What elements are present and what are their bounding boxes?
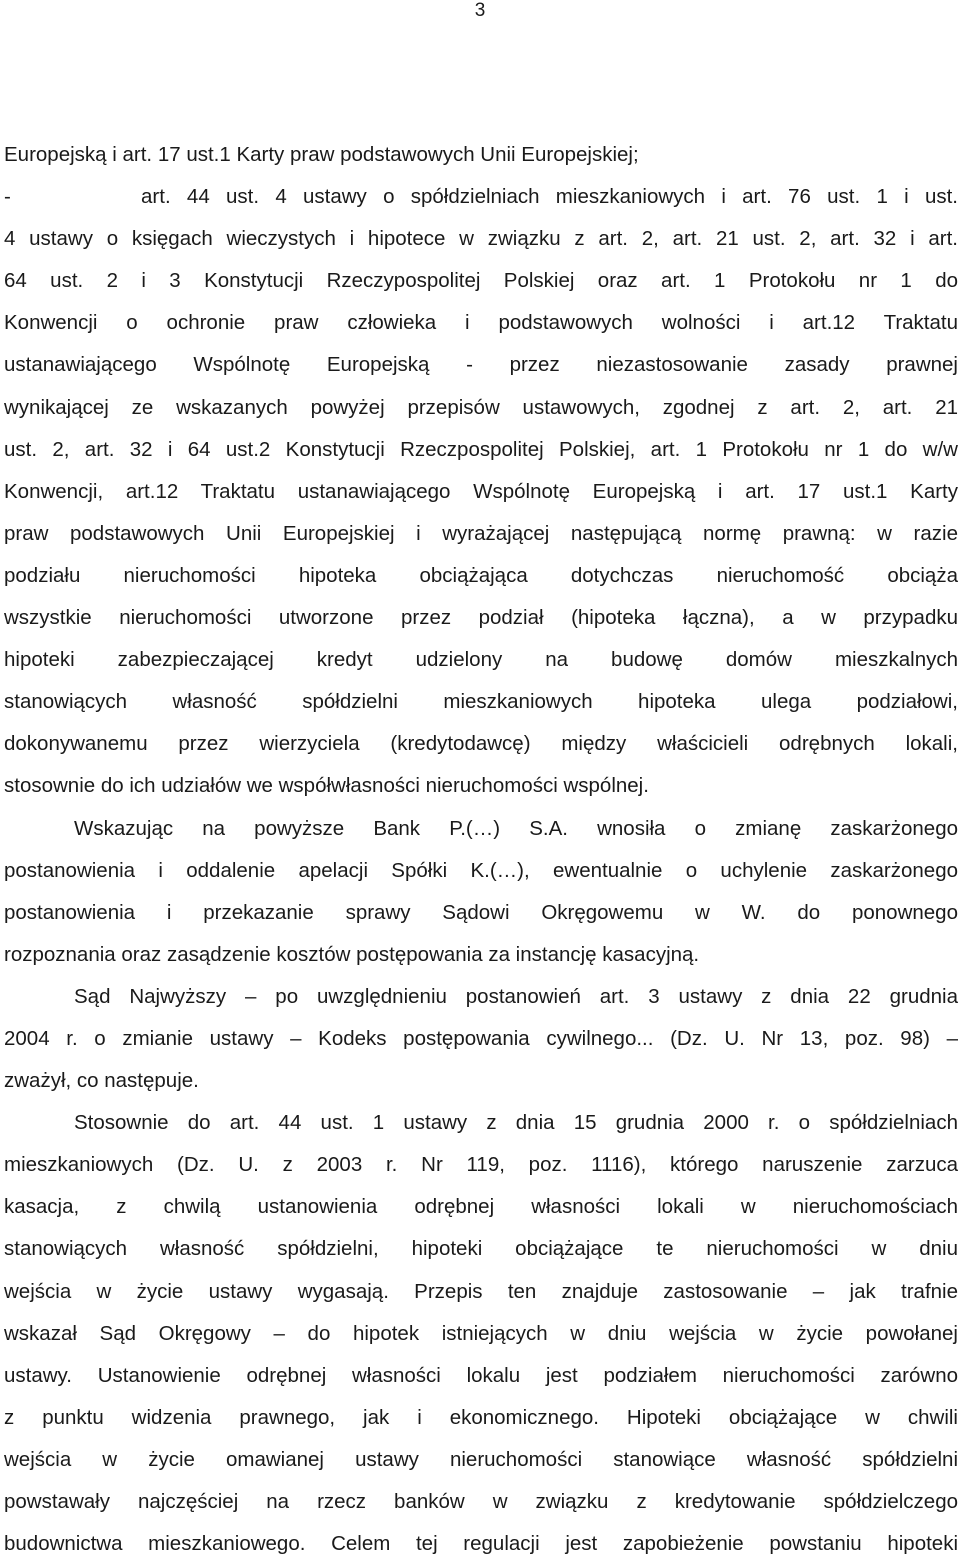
text-line: Wskazując na powyższe Bank P.(…) S.A. wnosiła o zmianę zaskarżonego xyxy=(74,816,958,840)
text-line: rozpoznania oraz zasądzenie kosztów postępowania za instancję kasacyjną. xyxy=(4,942,700,966)
text-line: Konwencji o ochronie praw człowieka i podstawowych wolności i art.12 Traktatu xyxy=(4,311,958,335)
text-line: stosownie do ich udziałów we współwłasności nieruchomości wspólnej. xyxy=(4,774,649,798)
text-line: powstawały najczęściej na rzecz banków w związku z kredytowanie spółdzielczego xyxy=(4,1490,958,1513)
text-line: wszystkie nieruchomości utworzone przez podział (hipoteka łączna), a w przypadku xyxy=(4,606,958,630)
text-line: zważył, co następuje. xyxy=(4,1069,199,1093)
text-line: postanowienia i przekazanie sprawy Sądowi Okręgowemu w W. do ponownego xyxy=(4,900,958,924)
text-line: wynikającej ze wskazanych powyżej przepisów ustawowych, zgodnej z art. 2, art. 21 xyxy=(4,395,958,419)
text-line: 64 ust. 2 i 3 Konstytucji Rzeczypospolitej Polskiej oraz art. 1 Protokołu nr 1 do xyxy=(4,269,958,293)
document-body xyxy=(4,134,958,1565)
text-line: 4 ustawy o księgach wieczystych i hipotece w związku z art. 2, art. 21 ust. 2, art. 32 i art. xyxy=(4,227,958,251)
text-line: wskazał Sąd Okręgowy – do hipotek istniejących w dniu wejścia w życie powołanej xyxy=(4,1321,958,1345)
text-line: Stosownie do art. 44 ust. 1 ustawy z dnia 15 grudnia 2000 r. o spółdzielniach xyxy=(74,1111,958,1135)
text-line: kasacja, z chwilą ustanowienia odrębnej własności lokali w nieruchomościach xyxy=(4,1195,958,1219)
text-line: Sąd Najwyższy – po uwzględnieniu postanowień art. 3 ustawy z dnia 22 grudnia xyxy=(74,984,958,1008)
text-line: podziału nieruchomości hipoteka obciążająca dotychczas nieruchomość obciąża xyxy=(4,563,958,587)
text-line: postanowienia i oddalenie apelacji Spółki K.(…), ewentualnie o uchylenie zaskarżonego xyxy=(4,858,958,882)
text-line: Konwencji, art.12 Traktatu ustanawiającego Wspólnotę Europejską i art. 17 ust.1 Karty xyxy=(4,479,958,503)
text-line: ustawy. Ustanowienie odrębnej własności lokalu jest podziałem nieruchomości zarówno xyxy=(4,1363,958,1387)
page-number: 3 xyxy=(474,0,486,21)
text-line: z punktu widzenia prawnego, jak i ekonomicznego. Hipoteki obciążające w chwili xyxy=(4,1405,958,1429)
text-line: dokonywanemu przez wierzyciela (kredytodawcę) między właścicieli odrębnych lokali, xyxy=(4,732,958,756)
text-line: hipoteki zabezpieczającej kredyt udzielony na budowę domów mieszkalnych xyxy=(4,648,958,672)
text-line: wejścia w życie ustawy wygasają. Przepis ten znajduje zastosowanie – jak trafnie xyxy=(4,1279,958,1303)
text-line: mieszkaniowych (Dz. U. z 2003 r. Nr 119, poz. 1116), którego naruszenie zarzuca xyxy=(4,1153,958,1177)
text-line: ust. 2, art. 32 i 64 ust.2 Konstytucji Rzeczpospolitej Polskiej, art. 1 Protokołu nr 1 do w/w xyxy=(4,437,958,461)
text-line: Europejską i art. 17 ust.1 Karty praw podstawowych Unii Europejskiej; xyxy=(4,143,639,166)
text-line: budownictwa mieszkaniowego. Celem tej regulacji jest zapobieżenie powstaniu hipoteki xyxy=(4,1532,958,1556)
text-line: stanowiących własność spółdzielni, hipoteki obciążające te nieruchomości w dniu xyxy=(4,1237,958,1261)
text-line: wejścia w życie omawianej ustawy nieruchomości stanowiące własność spółdzielni xyxy=(4,1447,958,1471)
text-line: ustanawiającego Wspólnotę Europejską - przez niezastosowanie zasady prawnej xyxy=(4,353,958,377)
text-line: - art. 44 ust. 4 ustawy o spółdzielniach mieszkaniowych i art. 76 ust. 1 i ust. xyxy=(4,185,958,209)
text-line: stanowiących własność spółdzielni mieszkaniowych hipoteka ulega podziałowi, xyxy=(4,690,958,714)
text-line: 2004 r. o zmianie ustawy – Kodeks postępowania cywilnego... (Dz. U. Nr 13, poz. 98) – xyxy=(4,1026,958,1050)
text-line: praw podstawowych Unii Europejskiej i wyrażającej następującą normę prawną: w razie xyxy=(4,521,958,545)
